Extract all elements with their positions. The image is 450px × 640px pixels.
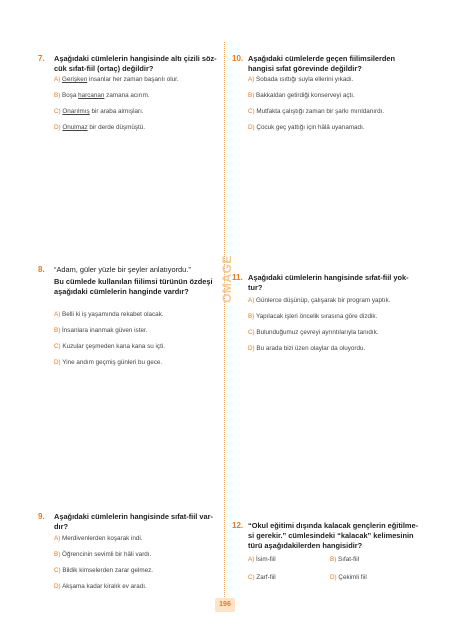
option-d[interactable]: D) Çocuk geç yattığı için hâlâ uyanamadı.: [248, 124, 365, 131]
option-d[interactable]: D) Akşama kadar kiralık ev aradı.: [54, 583, 147, 590]
option-c[interactable]: C) Kuzular çeşmeden kana kana su içti.: [54, 343, 165, 350]
option-c[interactable]: C) Zarf-fiil: [248, 574, 276, 581]
question-12: [232, 521, 427, 591]
option-c[interactable]: C) Onarılmış bir araba almışları.: [54, 108, 144, 115]
question-number: 7.: [38, 54, 45, 63]
page-number: 196: [215, 598, 235, 612]
option-b[interactable]: B) İnsanlara inanmak güven ister.: [54, 327, 148, 334]
question-number: 8.: [38, 265, 45, 274]
option-a[interactable]: A) Belli ki iş yaşamında rekabet olacak.: [54, 311, 164, 318]
option-b[interactable]: B) Yapılacak işleri öncelik sırasına göre dizdik.: [248, 313, 378, 320]
option-b[interactable]: B) Bakkaldan getirdiği konserveyi açtı.: [248, 92, 355, 99]
question-stem: Bu cümlede kullanılan fiilimsi türünün özdeşi aşağıdaki cümlelerin hanginde vardır?: [54, 277, 213, 296]
option-a[interactable]: A) Günlerce düşünüp, çalışarak bir program yaptık.: [248, 297, 391, 304]
question-stem: Aşağıdaki cümlelerin hangisinde altı çizili söz- cük sıfat-fiil (ortaç) değildir?: [54, 54, 217, 73]
option-a[interactable]: A) Sobada ısıttığı suyla ellerini yıkadı.: [248, 76, 354, 83]
option-c[interactable]: C) Mutfakta çalıştığı zaman bir şarkı mırıldanırdı.: [248, 108, 385, 115]
option-c[interactable]: C) Bulunduğumuz çevreyi ayrıntılarıyla tanıdık.: [248, 329, 379, 336]
publisher-watermark: OMAGE: [219, 255, 234, 303]
question-8: [38, 265, 218, 375]
question-7: [38, 54, 218, 134]
question-stem: “Okul eğitimi dışında kalacak gençlerin eğitilme- si gerekir.” cümlesindeki “kalacak” kelimesinin türü aşağıdakilerden hangisidir?: [248, 521, 419, 550]
option-d[interactable]: D) Yine andım geçmiş günleri bu gece.: [54, 359, 163, 366]
question-quote: “Adam, güler yüzle bir şeyler anlatıyordu.”: [54, 265, 191, 274]
question-number: 9.: [38, 512, 45, 521]
option-d[interactable]: D) Onulmaz bir derde düşmüştü.: [54, 124, 146, 131]
option-d[interactable]: D) Bu arada bizi üzen olaylar da oluyordu.: [248, 345, 366, 352]
option-b[interactable]: B) Öğrencinin sevimli bir hâli vardı.: [54, 551, 152, 558]
option-b[interactable]: B) Sıfat-fiil: [330, 556, 360, 563]
question-11: [232, 273, 427, 353]
question-number: 10.: [232, 54, 244, 63]
question-stem: Aşağıdaki cümlelerin hangisinde sıfat-fiil yok- tur?: [248, 273, 409, 292]
question-stem: Aşağıdaki cümlelerin hangisinde sıfat-fiil var- dır?: [54, 512, 213, 531]
question-10: [232, 54, 422, 134]
option-a[interactable]: A) Gerişken insanlar her zaman başarılı olur.: [54, 76, 179, 83]
column-divider: [224, 42, 225, 607]
option-a[interactable]: A) Merdivenlerden koşarak indi.: [54, 535, 143, 542]
option-b[interactable]: B) Boşa harcanan zamana acırım.: [54, 92, 150, 99]
question-stem: Aşağıdaki cümlelerde geçen fiilimsilerden hangisi sıfat görevinde değildir?: [248, 54, 396, 73]
question-number: 11.: [232, 273, 243, 282]
question-9: [38, 512, 218, 592]
option-a[interactable]: A) İsim-fiil: [248, 556, 276, 563]
option-c[interactable]: C) Bildik kimselerden zarar gelmez.: [54, 567, 154, 574]
option-d[interactable]: D) Çekimli fiil: [330, 574, 367, 581]
question-number: 12.: [232, 521, 244, 530]
